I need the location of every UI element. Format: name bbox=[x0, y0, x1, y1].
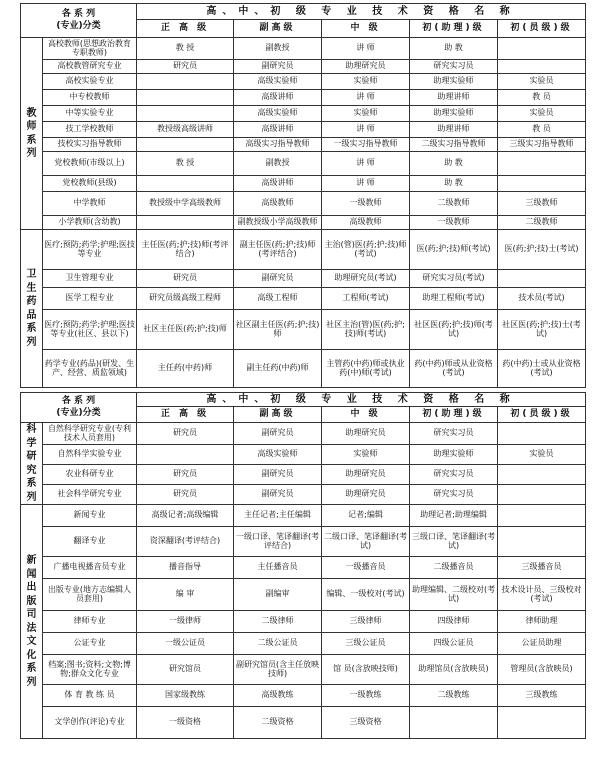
col-header: 中 级 bbox=[322, 407, 410, 423]
qualification-cell: 副研究员 bbox=[234, 465, 322, 485]
qualification-cell: 讲 师 bbox=[322, 90, 410, 106]
qualification-cell: 国家级教练 bbox=[137, 685, 234, 707]
corner-header: 各 系 列 (专业)分类 bbox=[21, 393, 137, 423]
qualification-cell: 二级播音员 bbox=[410, 557, 498, 579]
qualification-cell: 主管药(中药)师或执业药(中)师(考试) bbox=[322, 350, 410, 388]
table-row bbox=[21, 176, 586, 192]
qualification-cell: 研究实习员 bbox=[410, 423, 498, 445]
qualification-cell: 编 审 bbox=[137, 579, 234, 611]
table-row bbox=[21, 106, 586, 122]
qualification-cell: 副研究员 bbox=[234, 60, 322, 74]
qualification-cell: 二级公证员 bbox=[234, 633, 322, 655]
qualification-cell: 助理研究员(考试) bbox=[322, 270, 410, 288]
qualification-cell: 主任医(药;护;技)师(考评结合) bbox=[137, 230, 234, 270]
qualification-cell: 高级实验师 bbox=[234, 445, 322, 465]
qualification-cell: 助理实验师 bbox=[410, 74, 498, 90]
qualification-cell: 实验员 bbox=[498, 106, 586, 122]
qualification-cell: 教 授 bbox=[137, 152, 234, 176]
qualification-cell: 教授级中学高级教师 bbox=[137, 192, 234, 216]
qualification-cell bbox=[498, 38, 586, 60]
qualification-cell: 高级实验师 bbox=[234, 74, 322, 90]
qualification-cell: 助 教 bbox=[410, 176, 498, 192]
qualification-cell: 助理记者;助理编辑 bbox=[410, 505, 498, 527]
qualification-cell bbox=[498, 485, 586, 505]
table-row bbox=[21, 485, 586, 505]
qualification-cell: 医(药;护;技)士(考试) bbox=[498, 230, 586, 270]
row-category: 广播电视播音员专业 bbox=[43, 557, 137, 579]
col-header: 初(员级)级 bbox=[498, 407, 586, 423]
qualification-cell: 副研究员 bbox=[234, 423, 322, 445]
table-row bbox=[21, 216, 586, 230]
qualification-cell: 三级资格 bbox=[322, 707, 410, 739]
qualification-cell bbox=[498, 270, 586, 288]
qualification-cell bbox=[410, 707, 498, 739]
table-row bbox=[21, 60, 586, 74]
qualification-cell: 讲 师 bbox=[322, 176, 410, 192]
series-label: 科学研究系列 bbox=[21, 423, 43, 505]
qualification-cell: 讲 师 bbox=[322, 122, 410, 138]
table-title: 高、中、初 级 专 业 技 术 资 格 名 称 bbox=[137, 393, 586, 407]
row-category: 自然科学研究专业(专利技术人员套用) bbox=[43, 423, 137, 445]
qualification-cell: 播音指导 bbox=[137, 557, 234, 579]
qualification-cell: 社区副主任医(药;护;技)师 bbox=[234, 310, 322, 350]
table-row bbox=[21, 707, 586, 739]
qualification-cell bbox=[498, 527, 586, 557]
table-row bbox=[21, 122, 586, 138]
qualification-cell bbox=[498, 423, 586, 445]
table-row bbox=[21, 445, 586, 465]
qualification-cell bbox=[498, 505, 586, 527]
qualification-cell: 副研究馆员(含主任放映技师) bbox=[234, 655, 322, 685]
table-gap bbox=[0, 380, 603, 388]
series-label: 卫生药品系列 bbox=[21, 230, 43, 388]
row-category: 中专校教师 bbox=[43, 90, 137, 106]
qualification-cell: 助理讲师 bbox=[410, 90, 498, 106]
qualification-cell: 助 教 bbox=[410, 152, 498, 176]
row-category: 文学创作(评论)专业 bbox=[43, 707, 137, 739]
qualification-cell: 一级资格 bbox=[137, 707, 234, 739]
qualification-cell: 副编审 bbox=[234, 579, 322, 611]
qualification-cell: 管理员(含放映员) bbox=[498, 655, 586, 685]
col-header: 正 高 级 bbox=[137, 20, 234, 38]
qualification-cell: 教 员 bbox=[498, 90, 586, 106]
qualification-cell: 助理研究员 bbox=[322, 465, 410, 485]
qualification-cell: 二级实习指导教师 bbox=[410, 138, 498, 152]
row-category: 体 育 教 练 员 bbox=[43, 685, 137, 707]
col-header: 副高级 bbox=[234, 20, 322, 38]
qualification-cell: 主任药(中药)师 bbox=[137, 350, 234, 388]
qualification-cell: 研究实习员 bbox=[410, 60, 498, 74]
row-category: 党校教师(市级以上) bbox=[43, 152, 137, 176]
row-category: 出版专业(地方志编辑人员套用) bbox=[43, 579, 137, 611]
table-row bbox=[21, 310, 586, 350]
qualification-cell: 一级公证员 bbox=[137, 633, 234, 655]
qualification-cell: 一级律师 bbox=[137, 611, 234, 633]
qualification-cell: 研究员 bbox=[137, 465, 234, 485]
qualification-cell: 二级资格 bbox=[234, 707, 322, 739]
qualification-cell: 研究员 bbox=[137, 423, 234, 445]
qualification-cell: 二级教师 bbox=[498, 216, 586, 230]
qualification-cell: 一级播音员 bbox=[322, 557, 410, 579]
qualification-cell: 助理研究员 bbox=[322, 60, 410, 74]
qualification-cell: 四级律师 bbox=[410, 611, 498, 633]
series-label: 新闻出版司法文化系列 bbox=[21, 505, 43, 739]
qualification-cell: 社区主任医(药;护;技)师 bbox=[137, 310, 234, 350]
qualification-cell bbox=[137, 216, 234, 230]
qualification-cell: 教授级高级讲师 bbox=[137, 122, 234, 138]
qualification-cell: 主任播音员 bbox=[234, 557, 322, 579]
qualification-cell: 医(药;护;技)师(考试) bbox=[410, 230, 498, 270]
qualification-cell: 工程师(考试) bbox=[322, 288, 410, 310]
qualification-cell: 讲 师 bbox=[322, 152, 410, 176]
col-header: 中 级 bbox=[322, 20, 410, 38]
qualification-cell: 研究员级高级工程师 bbox=[137, 288, 234, 310]
qualification-cell: 助理实验师 bbox=[410, 106, 498, 122]
qualification-cell: 研究实习员 bbox=[410, 465, 498, 485]
row-category: 技工学校教师 bbox=[43, 122, 137, 138]
qualification-cell: 高级讲师 bbox=[234, 122, 322, 138]
row-category: 社会科学研究专业 bbox=[43, 485, 137, 505]
qualification-cell: 副主任医(药;护;技)师(考评结合) bbox=[234, 230, 322, 270]
qualification-cell: 三级律师 bbox=[322, 611, 410, 633]
qualification-cell: 实验师 bbox=[322, 445, 410, 465]
qualification-cell: 实验员 bbox=[498, 445, 586, 465]
qualification-cell: 助理研究员 bbox=[322, 423, 410, 445]
qualification-cell: 副主任药(中药)师 bbox=[234, 350, 322, 388]
qualification-cell bbox=[498, 152, 586, 176]
row-category: 高校实验专业 bbox=[43, 74, 137, 90]
table-row bbox=[21, 423, 586, 445]
table-title: 高、中、初 级 专 业 技 术 资 格 名 称 bbox=[137, 4, 586, 20]
qualification-cell bbox=[498, 465, 586, 485]
qualification-cell: 研究员 bbox=[137, 485, 234, 505]
qualification-cell: 主治(管)医(药;护;技)师(考试) bbox=[322, 230, 410, 270]
table-row bbox=[21, 74, 586, 90]
row-category: 技校实习指导教师 bbox=[43, 138, 137, 152]
qualification-cell: 助 教 bbox=[410, 38, 498, 60]
table-row bbox=[21, 38, 586, 60]
row-category: 医疗;预防;药学;护理;医技等专业 bbox=[43, 230, 137, 270]
table-row bbox=[21, 192, 586, 216]
qualification-cell: 高级记者;高级编辑 bbox=[137, 505, 234, 527]
qualification-cell: 高级讲师 bbox=[234, 90, 322, 106]
table-row bbox=[21, 270, 586, 288]
row-category: 档案;图书;资料;文物;博物;群众文化专业 bbox=[43, 655, 137, 685]
qualification-cell: 资深翻译(考评结合) bbox=[137, 527, 234, 557]
qualification-cell: 实验师 bbox=[322, 106, 410, 122]
row-category: 律师专业 bbox=[43, 611, 137, 633]
qualification-cell bbox=[498, 176, 586, 192]
qualification-cell: 一级教师 bbox=[410, 216, 498, 230]
qualification-cell: 药(中药)师或从业资格(考试) bbox=[410, 350, 498, 388]
qualification-cell: 高级教练 bbox=[234, 685, 322, 707]
qualification-cell: 编辑、一级校对(考试) bbox=[322, 579, 410, 611]
qualification-cell: 技术员(考试) bbox=[498, 288, 586, 310]
qualification-cell: 高级工程师 bbox=[234, 288, 322, 310]
qualification-cell: 高级实习指导教师 bbox=[234, 138, 322, 152]
row-category: 公证专业 bbox=[43, 633, 137, 655]
qualification-cell: 副教授级小学高级教师 bbox=[234, 216, 322, 230]
table-row bbox=[21, 230, 586, 270]
qualification-cell: 三级教师 bbox=[498, 192, 586, 216]
table-row bbox=[21, 611, 586, 633]
qualification-cell: 实验师 bbox=[322, 74, 410, 90]
table-row bbox=[21, 655, 586, 685]
col-header: 正 高 级 bbox=[137, 407, 234, 423]
qualification-cell: 助理工程师(考试) bbox=[410, 288, 498, 310]
row-category: 农业科研专业 bbox=[43, 465, 137, 485]
series-label: 教师系列 bbox=[21, 38, 43, 230]
qualification-cell: 助理研究员 bbox=[322, 485, 410, 505]
table-row bbox=[21, 527, 586, 557]
qualification-cell: 社区主治(管)医(药;护;技)师(考试) bbox=[322, 310, 410, 350]
table-row bbox=[21, 505, 586, 527]
qualification-cell: 一级口译、笔译翻译(考评结合) bbox=[234, 527, 322, 557]
qualification-cell bbox=[137, 445, 234, 465]
qualification-cell: 高级教师 bbox=[322, 216, 410, 230]
qualification-cell bbox=[137, 106, 234, 122]
qualification-cell: 三级教练 bbox=[498, 685, 586, 707]
table-row bbox=[21, 90, 586, 106]
qualification-cell: 二级口译、笔译翻译(考试) bbox=[322, 527, 410, 557]
qualification-cell: 三级实习指导教师 bbox=[498, 138, 586, 152]
qualification-cell: 二级教练 bbox=[410, 685, 498, 707]
qualification-cell: 药(中药)士或从业资格(考试) bbox=[498, 350, 586, 388]
qualification-cell: 教 授 bbox=[137, 38, 234, 60]
qualification-cell: 助理编辑、二级校对(考试) bbox=[410, 579, 498, 611]
qualification-cell bbox=[498, 707, 586, 739]
row-category: 药学专业(药品)(研发、生产、经营、质监领域) bbox=[43, 350, 137, 388]
table-row bbox=[21, 138, 586, 152]
qualification-cell: 律师助理 bbox=[498, 611, 586, 633]
qualification-cell: 三级口译、笔译翻译(考试) bbox=[410, 527, 498, 557]
table-row bbox=[21, 633, 586, 655]
qualification-cell: 三级播音员 bbox=[498, 557, 586, 579]
col-header: 初(员级)级 bbox=[498, 20, 586, 38]
table-row bbox=[21, 579, 586, 611]
qualification-cell: 副教授 bbox=[234, 38, 322, 60]
qualification-cell bbox=[137, 74, 234, 90]
qualification-cell bbox=[137, 138, 234, 152]
qualification-cell: 助理实验师 bbox=[410, 445, 498, 465]
qualification-cell: 实验员 bbox=[498, 74, 586, 90]
qualification-cell: 讲 师 bbox=[322, 38, 410, 60]
corner-header: 各 系 列 (专业)分类 bbox=[21, 4, 137, 38]
table-row bbox=[21, 288, 586, 310]
qualification-cell: 二级律师 bbox=[234, 611, 322, 633]
table-row bbox=[21, 557, 586, 579]
qualification-cell: 高级教师 bbox=[234, 192, 322, 216]
qualification-cell: 馆 员(含放映技师) bbox=[322, 655, 410, 685]
row-category: 翻译专业 bbox=[43, 527, 137, 557]
qualification-cell: 研究实习员(考试) bbox=[410, 270, 498, 288]
row-category: 小学教师(含幼教) bbox=[43, 216, 137, 230]
qualification-cell: 三级公证员 bbox=[322, 633, 410, 655]
qualification-cell: 四级公证员 bbox=[410, 633, 498, 655]
row-category: 高校教管研究专业 bbox=[43, 60, 137, 74]
qualification-cell bbox=[137, 176, 234, 192]
row-category: 中学教师 bbox=[43, 192, 137, 216]
row-category: 新闻专业 bbox=[43, 505, 137, 527]
qualification-cell: 研究实习员 bbox=[410, 485, 498, 505]
qualification-cell: 高级讲师 bbox=[234, 176, 322, 192]
qualification-cell bbox=[137, 90, 234, 106]
qualification-cell: 社区医(药;护;技)士(考试) bbox=[498, 310, 586, 350]
qualification-cell: 二级教师 bbox=[410, 192, 498, 216]
qualification-cell: 副教授 bbox=[234, 152, 322, 176]
qualification-cell: 一级实习指导教师 bbox=[322, 138, 410, 152]
qualification-cell: 记者;编辑 bbox=[322, 505, 410, 527]
col-header: 初(助理)级 bbox=[410, 407, 498, 423]
row-category: 卫生管理专业 bbox=[43, 270, 137, 288]
qualification-cell: 副研究员 bbox=[234, 270, 322, 288]
qualification-cell: 研究员 bbox=[137, 60, 234, 74]
qualification-cell: 公证员助理 bbox=[498, 633, 586, 655]
qualification-cell: 副研究员 bbox=[234, 485, 322, 505]
qualification-cell: 教 员 bbox=[498, 122, 586, 138]
qualification-cell: 技术设计员、三级校对(考试) bbox=[498, 579, 586, 611]
row-category: 党校教师(县级) bbox=[43, 176, 137, 192]
col-header: 副高级 bbox=[234, 407, 322, 423]
table-row bbox=[21, 685, 586, 707]
qualification-cell: 一级教师 bbox=[322, 192, 410, 216]
table-row bbox=[21, 465, 586, 485]
col-header: 初(助理)级 bbox=[410, 20, 498, 38]
qualification-table-2 bbox=[20, 392, 586, 739]
qualification-table-1 bbox=[20, 3, 586, 388]
qualification-cell: 主任记者;主任编辑 bbox=[234, 505, 322, 527]
qualification-cell: 高级实验师 bbox=[234, 106, 322, 122]
qualification-cell bbox=[498, 60, 586, 74]
qualification-cell: 助理馆员(含放映员) bbox=[410, 655, 498, 685]
table-row bbox=[21, 152, 586, 176]
qualification-cell: 研究员 bbox=[137, 270, 234, 288]
qualification-cell: 研究馆员 bbox=[137, 655, 234, 685]
qualification-cell: 一级教练 bbox=[322, 685, 410, 707]
row-category: 医疗;预防;药学;护理;医技等专业(社区、县以下) bbox=[43, 310, 137, 350]
qualification-cell: 助理讲师 bbox=[410, 122, 498, 138]
row-category: 高校教师(思想政治教育专职教师) bbox=[43, 38, 137, 60]
qualification-cell: 社区医(药;护;技)师(考试) bbox=[410, 310, 498, 350]
row-category: 医学工程专业 bbox=[43, 288, 137, 310]
row-category: 自然科学实验专业 bbox=[43, 445, 137, 465]
row-category: 中等实验专业 bbox=[43, 106, 137, 122]
